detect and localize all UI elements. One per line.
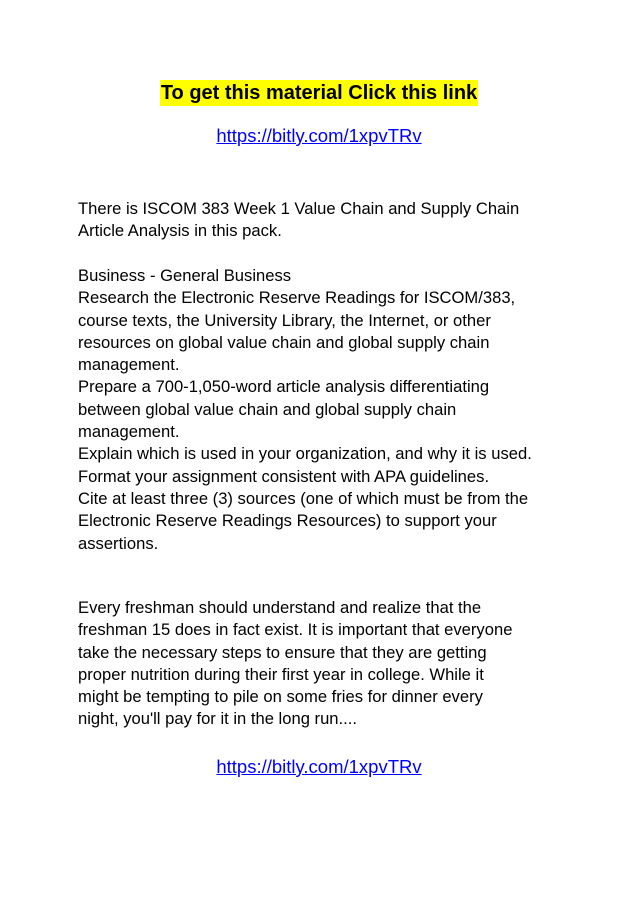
- body-line: Prepare a 700-1,050-word article analysis differentiating: [78, 377, 490, 397]
- body-line: management.: [78, 422, 180, 442]
- closing-paragraph: [78, 597, 568, 731]
- title-container: [0, 80, 638, 106]
- intro-line: Article Analysis in this pack.: [78, 221, 282, 241]
- body-line: resources on global value chain and global supply chain: [78, 332, 490, 352]
- body-line: between global value chain and global supply chain: [78, 399, 457, 419]
- body-line: Electronic Reserve Readings Resources) to support your: [78, 511, 497, 531]
- intro-line: There is ISCOM 383 Week 1 Value Chain and Supply Chain: [78, 199, 520, 218]
- closing-line: Every freshman should understand and realize that the: [78, 598, 482, 617]
- body-line: management.: [78, 355, 180, 375]
- body-line: Format your assignment consistent with APA guidelines.: [78, 466, 490, 486]
- closing-line: take the necessary steps to ensure that they are getting: [78, 642, 487, 662]
- body-line: Business - General Business: [78, 266, 292, 285]
- page-title: To get this material Click this link: [160, 82, 478, 104]
- assignment-description: [78, 265, 568, 555]
- closing-line: night, you'll pay for it in the long run....: [78, 709, 357, 729]
- body-line: Cite at least three (3) sources (one of which must be from the: [78, 488, 529, 508]
- body-line: course texts, the University Library, the Internet, or other: [78, 310, 491, 330]
- closing-line: might be tempting to pile on some fries for dinner every: [78, 687, 483, 707]
- body-line: assertions.: [78, 533, 159, 553]
- material-link-bottom[interactable]: https://bitly.com/1xpvTRv: [216, 756, 422, 777]
- material-link-top[interactable]: https://bitly.com/1xpvTRv: [216, 125, 422, 146]
- intro-paragraph: [78, 198, 568, 243]
- body-line: Explain which is used in your organization, and why it is used.: [78, 444, 532, 464]
- body-line: Research the Electronic Reserve Readings for ISCOM/383,: [78, 288, 516, 308]
- closing-line: proper nutrition during their first year in college. While it: [78, 664, 484, 684]
- closing-line: freshman 15 does in fact exist. It is important that everyone: [78, 620, 513, 640]
